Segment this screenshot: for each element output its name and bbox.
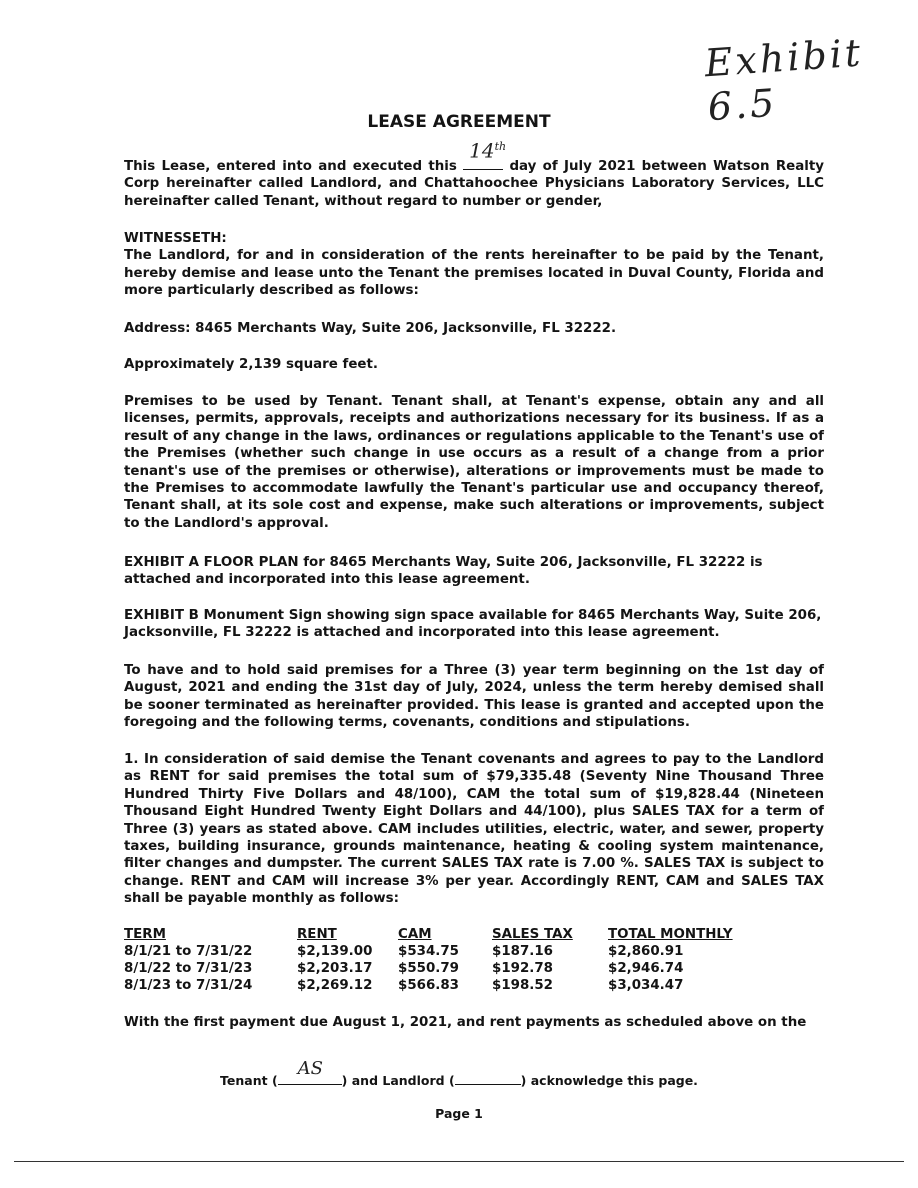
schedule-cell: $550.79 (398, 961, 459, 976)
schedule-cell: 8/1/21 to 7/31/22 (124, 944, 253, 959)
page-number: Page 1 (435, 1106, 483, 1121)
intro-before-blank: This Lease, entered into and executed this (124, 159, 457, 174)
premises-use-paragraph: Premises to be used by Tenant. Tenant shall, at Tenant's expense, obtain any and all licenses, permits, approvals, receipts and authorizations necessary for its business. If as a result of any change in the laws, ordinances or regulations applicable to the Tenant's use of the Premises (whether such change in use occurs as a result of a change from a prior tenant's use of the premises or otherwise), alterations or improvements must be made to the Premises to accommodate lawfully the Tenant's particular use and occupancy thereof, Tenant shall, at its sole cost and expense, make such alterations or improvements, subject to the Landlord's approval. (124, 394, 824, 531)
day-handwritten: 14 (469, 138, 495, 163)
address-line: Address: 8465 Merchants Way, Suite 206, Jacksonville, FL 32222. (124, 321, 617, 336)
schedule-cell: $187.16 (492, 944, 553, 959)
tenant-initials-field (278, 1058, 342, 1085)
witnesseth-heading: WITNESSETH: (124, 231, 227, 246)
schedule-cell: $2,139.00 (297, 944, 373, 959)
witnesseth-section (124, 230, 824, 300)
schedule-cell: $198.52 (492, 978, 553, 993)
intro-after-blank: day of July 2021 between Watson Realty Corp hereinafter called Landlord, and Chattahoochee Physicians Laboratory Services, LLC hereinafter called Tenant, without regard to number or gender, (124, 159, 824, 209)
acknowledge-end-label: ) acknowledge this page. (520, 1073, 698, 1088)
landlord-label: ) and Landlord ( (341, 1073, 455, 1088)
schedule-header-sales-tax: SALES TAX (492, 927, 573, 942)
intro-paragraph (124, 138, 824, 210)
schedule-cell: $2,860.91 (608, 944, 684, 959)
footer-divider (14, 1161, 904, 1162)
exhibit-b-paragraph: EXHIBIT B Monument Sign showing sign space available for 8465 Merchants Way, Suite 206, Jacksonville, FL 32222 is attached and incorporated into this lease agreement. (124, 608, 822, 641)
schedule-cell: $2,269.12 (297, 978, 373, 993)
schedule-header-term: TERM (124, 927, 166, 942)
schedule-cell: $3,034.47 (608, 978, 684, 993)
term-paragraph: To have and to hold said premises for a Three (3) year term beginning on the 1st day of August, 2021 and ending the 31st day of July, 2024, unless the term hereby demised shall be sooner terminated as hereinafter provided. This lease is granted and accepted upon the foregoing and the following terms, covenants, conditions and stipulations. (124, 663, 824, 731)
landlord-initials-field (455, 1072, 521, 1085)
tenant-label: Tenant ( (220, 1073, 278, 1088)
square-feet-line: Approximately 2,139 square feet. (124, 357, 378, 372)
schedule-header-total-monthly: TOTAL MONTHLY (608, 927, 733, 942)
acknowledgement-line (0, 1058, 918, 1088)
table-row (124, 960, 758, 977)
schedule-header-rent: RENT (297, 927, 337, 942)
exhibit-handwritten-label: Exhibit 6.5 (703, 30, 865, 130)
schedule-cell: $566.83 (398, 978, 459, 993)
schedule-cell: $2,203.17 (297, 961, 373, 976)
exhibit-a-paragraph: EXHIBIT A FLOOR PLAN for 8465 Merchants Way, Suite 206, Jacksonville, FL 32222 is attached and incorporated into this lease agreement. (124, 555, 763, 588)
schedule-cell: $534.75 (398, 944, 459, 959)
document-title: LEASE AGREEMENT (367, 112, 551, 132)
rent-schedule-table (124, 926, 758, 994)
witnesseth-text: The Landlord, for and in consideration of the rents hereinafter to be paid by the Tenant, hereby demise and lease unto the Tenant the premises located in Duval County, Florida and more particularly described as follows: (124, 248, 824, 299)
schedule-cell: 8/1/22 to 7/31/23 (124, 961, 253, 976)
schedule-cell: 8/1/23 to 7/31/24 (124, 978, 253, 993)
tenant-initials: AS (297, 1058, 324, 1079)
table-row (124, 977, 758, 994)
schedule-cell: $192.78 (492, 961, 553, 976)
schedule-header-row (124, 926, 758, 943)
schedule-cell: $2,946.74 (608, 961, 684, 976)
schedule-header-cam: CAM (398, 927, 432, 942)
table-row (124, 943, 758, 960)
payment-line: With the first payment due August 1, 2021, and rent payments as scheduled above on the (124, 1015, 807, 1030)
rent-schedule (124, 926, 824, 994)
day-blank-field (463, 138, 507, 170)
rent-paragraph: 1. In consideration of said demise the Tenant covenants and agrees to pay to the Landlord as RENT for said premises the total sum of $79,335.48 (Seventy Nine Thousand Three Hundred Thirty Five Dollars and 48/100), CAM the total sum of $19,828.44 (Nineteen Thousand Eight Hundred Twenty Eight Dollars and 44/100), plus SALES TAX for a term of Three (3) years as stated above. CAM includes utilities, electric, water, and sewer, property taxes, building insurance, grounds maintenance, heating & cooling system maintenance, filter changes and dumpster. The current SALES TAX rate is 7.00 %. SALES TAX is subject to change. RENT and CAM will increase 3% per year. Accordingly RENT, CAM and SALES TAX shall be payable monthly as follows: (124, 752, 824, 907)
day-suffix: th (494, 140, 507, 153)
